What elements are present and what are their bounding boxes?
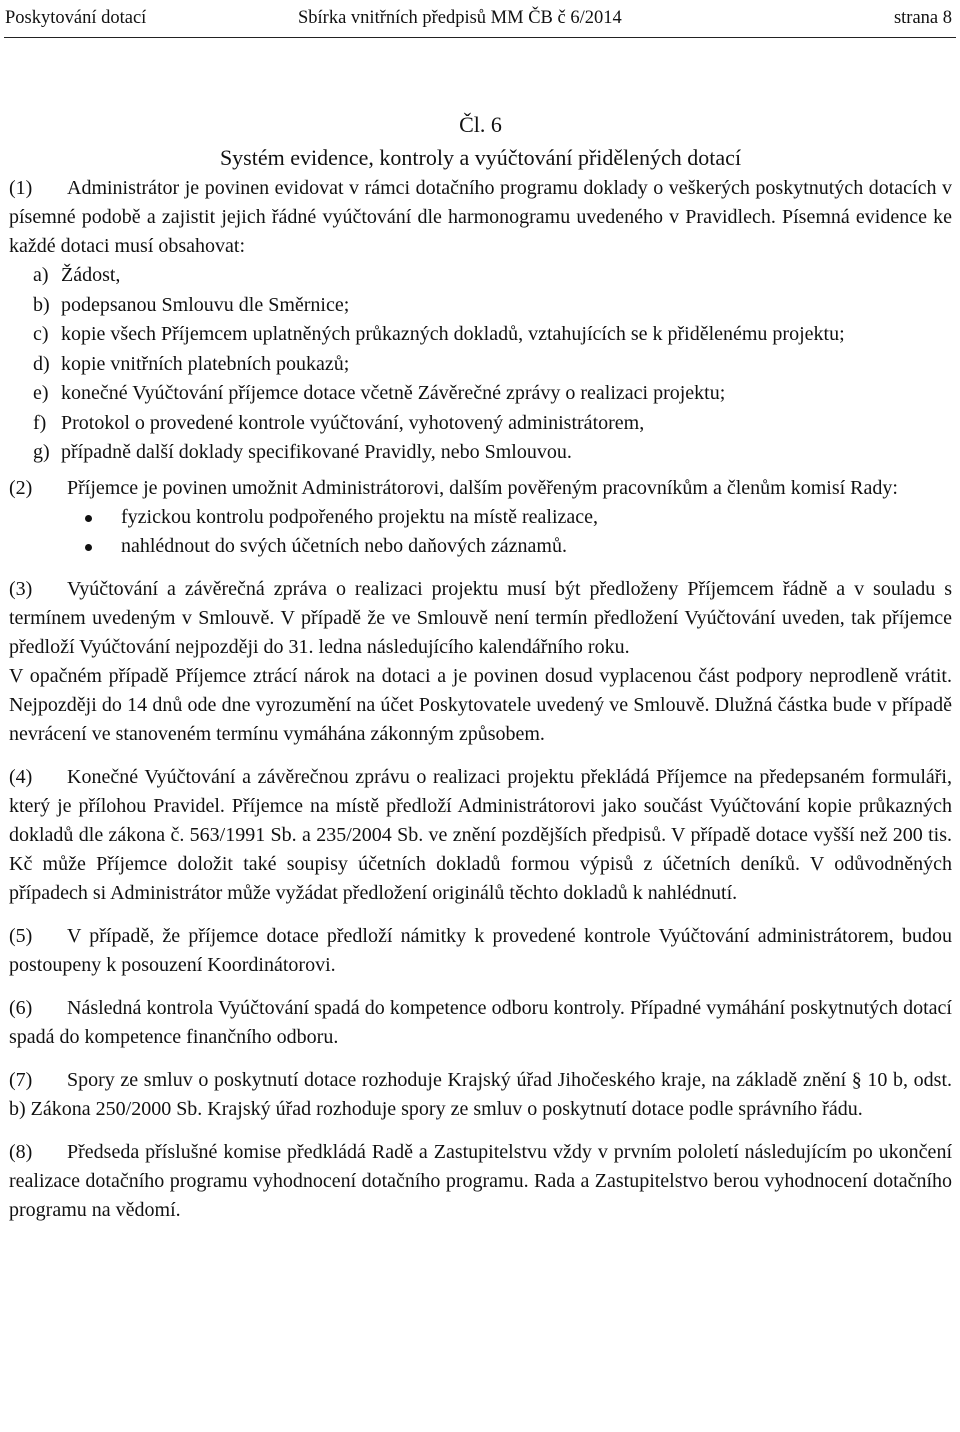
list-item — [9, 409, 952, 439]
article-title: Systém evidence, kontroly a vyúčtování přidělených dotací — [219, 145, 742, 170]
paragraph-text: V případě, že příjemce dotace předloží námitky k provedené kontrole Vyúčtování administrátorem, budou postoupeny k posouzení Koordinátorovi. — [9, 924, 952, 976]
paragraph-8 — [9, 1138, 952, 1225]
bullet-icon — [85, 515, 92, 522]
list-item — [9, 350, 952, 380]
paragraph-1 — [9, 174, 952, 468]
bullet-text: nahlédnout do svých účetních nebo daňových záznamů. — [121, 534, 567, 557]
paragraph-number: (7) — [9, 1068, 33, 1091]
list-text: Žádost, — [61, 264, 121, 286]
paragraph-text: Spory ze smluv o poskytnutí dotace rozhoduje Krajský úřad Jihočeského kraje, na základě znění § 10 b, odst. b) Zákona 250/2000 Sb. Krajský úřad rozhoduje spory ze smluv o poskytnutí dotace podle správního řádu. — [9, 1068, 952, 1120]
list-label: d) — [33, 352, 50, 375]
header-document-title: Sbírka vnitřních předpisů MM ČB č 6/2014 — [298, 8, 622, 28]
list-item — [9, 379, 952, 409]
bullet-icon — [85, 544, 92, 551]
header-divider — [4, 37, 956, 38]
paragraph-text: Následná kontrola Vyúčtování spadá do kompetence odboru kontroly. Případné vymáhání poskytnutých dotací spadá do kompetence finančního odboru. — [9, 996, 952, 1048]
list-text: konečné Vyúčtování příjemce dotace včetně Závěrečné zprávy o realizaci projektu; — [61, 382, 726, 404]
paragraph-number: (3) — [9, 577, 33, 600]
paragraph-7 — [9, 1066, 952, 1124]
paragraph-text: Předseda příslušné komise předkládá Radě a Zastupitelstvu vždy v prvním pololetí následujícím po ukončení realizace dotačního programu vyhodnocení dotačního programu. Rada a Zastupitelstvo berou vyhodnocení dotačního programu na vědomí. — [9, 1140, 952, 1221]
paragraph-4 — [9, 763, 952, 908]
article-number: Čl. 6 — [459, 112, 502, 137]
inspection-bullet-list — [9, 503, 952, 561]
paragraph-text: Příjemce je povinen umožnit Administrátorovi, dalším pověřeným pracovníkům a členům komisí Rady: — [67, 476, 898, 499]
evidence-list — [9, 261, 952, 468]
header-page-number: strana 8 — [893, 8, 952, 28]
paragraph-6 — [9, 994, 952, 1052]
list-item — [9, 291, 952, 321]
bullet-item — [9, 532, 952, 561]
page-header — [0, 0, 960, 34]
paragraph-3 — [9, 575, 952, 749]
paragraph-number: (5) — [9, 924, 33, 947]
bullet-item — [9, 503, 952, 532]
list-label: b) — [33, 293, 50, 316]
list-item — [9, 261, 952, 291]
list-text: podepsanou Smlouvu dle Směrnice; — [61, 293, 350, 316]
list-text: Protokol o provedené kontrole vyúčtování, vyhotovený administrátorem, — [61, 411, 645, 434]
paragraph-text: Administrátor je povinen evidovat v rámci dotačního programu doklady o veškerých poskytnutých dotacích v písemné podobě a zajistit jejich řádné vyúčtování dle harmonogramu uvedeného v Pravidlech. Písemná evidence ke každé dotaci musí obsahovat: — [9, 177, 952, 257]
paragraph-number: (8) — [9, 1140, 33, 1163]
paragraph-number: (4) — [9, 765, 33, 788]
paragraph-text: Konečné Vyúčtování a závěrečnou zprávu o realizaci projektu překládá Příjemce na předepsaném formuláři, který je přílohou Pravidel. Příjemce na místě předloží Administrátorovi jako součást Vyúčtování kopie průkazných dokladů dle zákona č. 563/1991 Sb. a 235/2004 Sb. ve znění pozdějších předpisů. V případě dotace vyšší než 200 tis. Kč může Příjemce doložit také soupisy účetních dokladů formou výpisů z účetních deníků. V odůvodněných případech si Administrátor může vyžádat předložení originálů těchto dokladů k nahlédnutí. — [9, 765, 952, 904]
list-label: e) — [33, 382, 49, 404]
list-text: případně další doklady specifikované Pravidly, nebo Smlouvou. — [61, 441, 572, 463]
paragraph-number: (2) — [9, 476, 33, 499]
paragraph-2 — [9, 474, 952, 561]
header-section-title: Poskytování dotací — [5, 8, 147, 28]
list-text: kopie vnitřních platebních poukazů; — [61, 352, 350, 375]
list-item — [9, 438, 952, 468]
list-label: g) — [33, 441, 50, 463]
paragraph-5 — [9, 922, 952, 980]
list-label: f) — [33, 411, 47, 434]
list-label: a) — [33, 264, 49, 286]
list-item — [9, 320, 952, 350]
paragraph-number: (6) — [9, 996, 33, 1019]
paragraph-continuation: V opačném případě Příjemce ztrácí nárok na dotaci a je povinen dosud vyplacenou část podpory neprodleně vrátit. Nejpozději do 14 dnů ode dne vyrozumění na účet Poskytovatele uvedený ve Smlouvě. Dlužná částka bude v případě nevrácení ve stanoveném termínu vymáhána zákonným způsobem. — [9, 664, 952, 745]
bullet-text: fyzickou kontrolu podpořeného projektu na místě realizace, — [121, 505, 599, 528]
list-text: kopie všech Příjemcem uplatněných průkazných dokladů, vztahujících se k přidělenému projektu; — [61, 323, 845, 345]
paragraph-text: Vyúčtování a závěrečná zpráva o realizaci projektu musí být předloženy Příjemcem řádně a v souladu s termínem uvedeným v Smlouvě. V případě že ve Smlouvě není termín předložení Vyúčtování uveden, tak příjemce předloží Vyúčtování nejpozději do 31. ledna následujícího kalendářního roku. — [9, 577, 952, 658]
list-label: c) — [33, 323, 49, 345]
paragraph-number: (1) — [9, 177, 33, 199]
document-body — [9, 108, 952, 1239]
